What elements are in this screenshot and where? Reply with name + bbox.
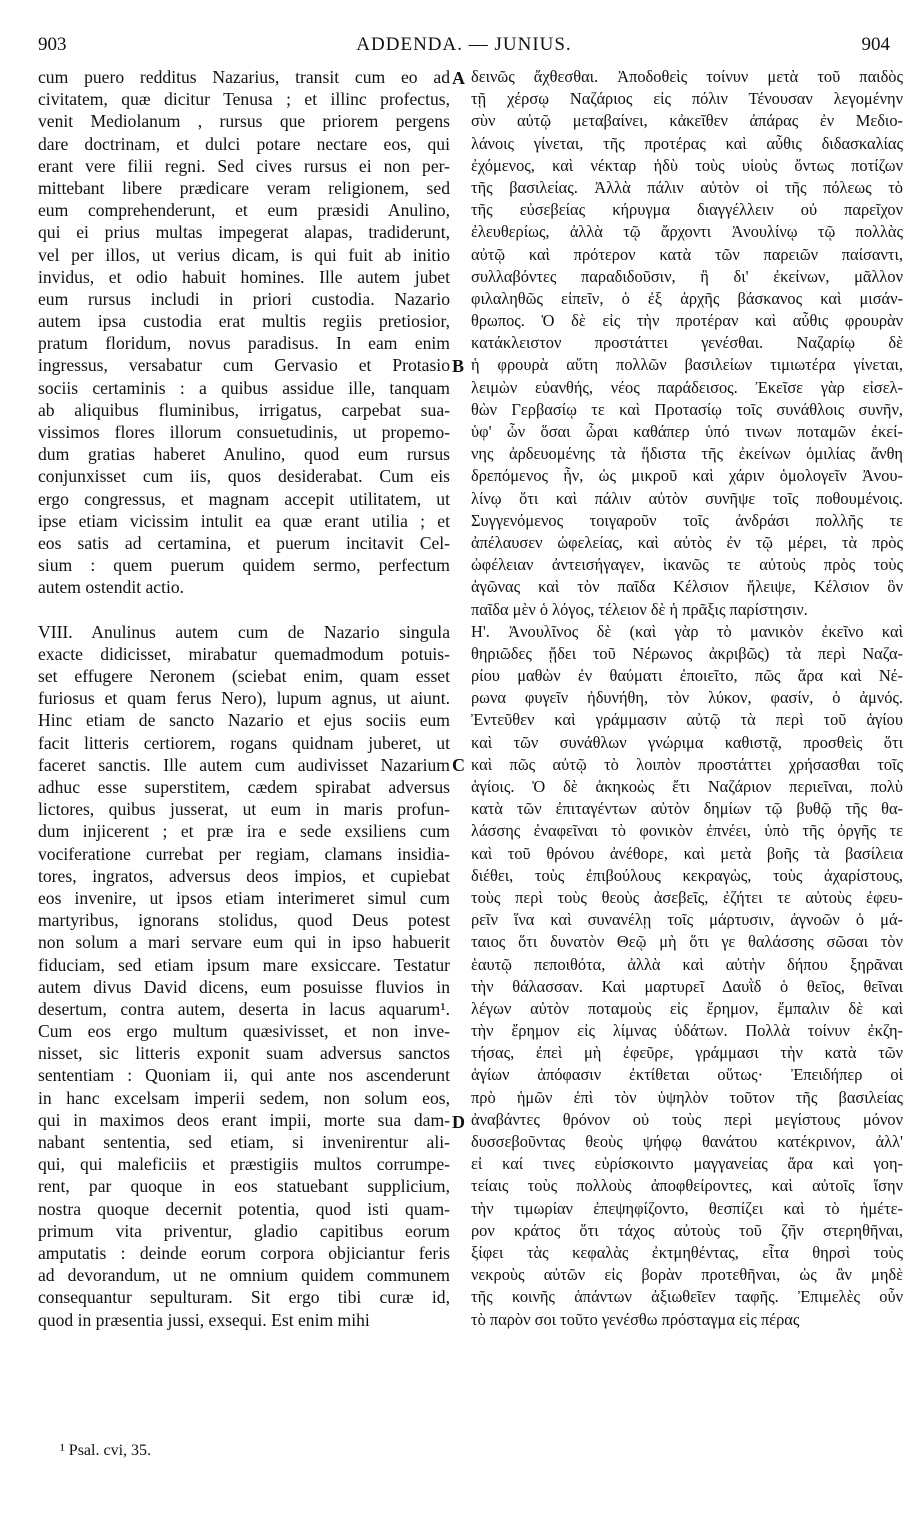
left-page-number: 903: [38, 34, 67, 55]
greek-text-line: τῇ χέρσῳ Ναζάριος εἰς πόλιν Τένουσαν λεγομένην: [471, 89, 903, 109]
latin-text-line: dare doctrinam, et dulci potare nectare eos, qui: [38, 133, 450, 154]
latin-text-line: ad devorandum, ut ne omnium quidem communem: [38, 1265, 450, 1286]
running-title: ADDENDA. — JUNIUS.: [356, 34, 572, 55]
footnote: ¹ Psal. cvi, 35.: [60, 1442, 152, 1459]
latin-text-line: sententiam : Quoniam ii, qui ante nos ascenderunt: [38, 1065, 450, 1086]
latin-text-line: eos satis ad certamina, et puerum incitavit Cel-: [38, 532, 450, 553]
greek-text-line: ἀγῶνας καὶ τὸν παῖδα Κέλσιον ἤλειψε, Κέλσιον ὃν: [471, 577, 903, 597]
latin-text-line: eum comprehenderunt, et eum præsidi Anulino,: [38, 200, 450, 221]
greek-text-line: τοὺς περὶ τοὺς θεοὺς ἀσεβεῖς, ἐζήτει τε αὐτοὺς ἐφευ-: [471, 887, 903, 907]
greek-text-line: τῆς κοινῆς ἁπάντων ἀξιωθεῖεν ταφῆς. Ἐπιμελὲς οὖν: [471, 1287, 903, 1307]
greek-text-line: τὸ παρὸν σοι τοῦτο γενέσθω πρόσταγμα εἰς πέρας: [471, 1309, 800, 1329]
latin-text-line: rent, par quoque in eos statuebant supplicium,: [38, 1176, 450, 1197]
greek-text-line: Η'. Ἀνουλῖνος δὲ (καὶ γὰρ τὸ μανικὸν ἐκεῖνο καὶ: [471, 621, 903, 641]
latin-text-line: civitatem, quæ dicitur Tenusa ; et illinc profectus,: [38, 89, 450, 110]
section-marker-b: B: [452, 356, 465, 376]
latin-text-line: dum gratias haberet Anulino, quod eum rursus: [38, 444, 450, 465]
greek-text-line: τήσας, ἐπεὶ μὴ ἐφεῦρε, γράμμασι τὴν κατὰ τῶν: [471, 1043, 903, 1063]
latin-text-line: eum rursus includi in priori custodia. Nazario: [38, 288, 450, 309]
latin-text-line: martyribus, ignorans stolidus, quod Deus potest: [38, 910, 450, 931]
latin-text-line: set effugere Neronem (sciebat enim, quam esset: [38, 666, 450, 687]
greek-text-line: ἀπέλαυσεν ὠφελείας, καὶ αὐτὸς ἐν τῷ μέρει, τὰ πρὸς: [471, 532, 903, 552]
section-marker-c: C: [452, 755, 465, 775]
greek-text-line: τὴν θάλασσαν. Καὶ μαρτυρεῖ Δαυῒδ ὁ θεῖος, θεῖναι: [471, 976, 903, 996]
greek-text-line: ρον κράτος ὅτι τάχος αὐτοὺς τοῦ ζῆν στερηθῆναι,: [471, 1220, 903, 1240]
latin-text-line: nisset, sic litteris exponit suam adversus sanctos: [38, 1043, 450, 1064]
latin-text-line: desertum, contra autem, deserta in lacus aquarum¹.: [38, 998, 450, 1019]
greek-text-line: Συγγενόμενος τοιγαροῦν τοῖς ἀνδράσι πολλῆς τε: [471, 510, 903, 530]
latin-text-line: vociferatione currebat per regiam, clamans insidia-: [38, 843, 450, 864]
greek-text-line: πρὸ ἡμῶν ἐπὶ τὸν ὑψηλὸν τοῦτον τῆς βασιλείας: [471, 1087, 903, 1107]
latin-text-line: vel per illos, ut verius dicam, is qui fuit ab initio: [38, 244, 450, 265]
latin-text-line: autem ipsa custodia erat multis regiis pretiosior,: [38, 311, 450, 332]
greek-text-line: ἡ φρουρὰ αὕτη πολλῶν βασιλείων τιμιωτέρα γίνεται,: [471, 355, 903, 375]
latin-text-line: faceret sanctis. Ille autem cum audivisset Nazarium: [38, 754, 450, 775]
greek-text-line: τῆς εὐσεβείας κήρυγμα διαγγέλλειν οὐ παρεῖχον: [471, 200, 903, 220]
greek-text-line: καὶ πῶς αὐτῷ τὸ λοιπὸν προστάττει χρήσασθαι τοῖς: [471, 754, 903, 774]
latin-text-line: non solum a mari servare eum qui in ipso habuerit: [38, 932, 450, 953]
latin-text-line: autem ostendit actio.: [38, 577, 185, 598]
greek-text-line: ρωνα φυγεῖν ἠδυνήθη, τὸν λύκον, φασίν, ὁ ἀμνός.: [471, 688, 903, 708]
latin-text-line: mittebant libere prædicare veram religionem, sed: [38, 177, 450, 198]
greek-text-line: θὼν Γερβασίῳ τε καὶ Προτασίῳ τοῖς συνάθλοις συνῆν,: [471, 399, 903, 419]
greek-text-line: δεινῶς ἄχθεσθαι. Ἀποδοθεὶς τοίνυν μετὰ τοῦ παιδὸς: [471, 67, 903, 86]
latin-text-line: ergo congressus, et magnam accepit utilitatem, ut: [38, 488, 450, 509]
latin-text-line: quod in præsentia jussi, exsequi. Est enim mihi: [38, 1309, 370, 1330]
running-header: [38, 34, 890, 60]
greek-text-line: τὴν ἔρημον εἰς λίμνας ὑδάτων. Πολλὰ τοίνυν ἐκζη-: [471, 1021, 903, 1041]
latin-text-line: consequantur sepulturam. Sit ergo tibi curæ id,: [38, 1287, 450, 1308]
greek-text-line: εἰ καί τινες εὑρίσκοιντο μαγγανείας ἄρα καὶ γοη-: [471, 1154, 903, 1174]
greek-text-line: παῖδα μὲν ὁ λόγος, τέλειον δὲ ἡ πρᾶξις παρίστησιν.: [471, 599, 808, 619]
greek-text-line: φιλαληθῶς εἰπεῖν, ὁ ἐξ ἀρχῆς βάσκανος καὶ μισάν-: [471, 288, 903, 308]
latin-text-line: tores, ingratos, adversus deos impios, et cupiebat: [38, 865, 450, 886]
greek-text-line: διέθει, τοὺς ἐπιβούλους κεκραγὼς, τοὺς ἀχαρίστους,: [471, 865, 903, 885]
latin-text-line: eos invenire, ut ipsos etiam interimeret simul cum: [38, 887, 450, 908]
greek-text-line: ἐλευθερίως, ἀλλὰ τῷ ἄρχοντι Ἀνουλίνῳ τῷ πολλὰς: [471, 222, 903, 242]
greek-text-line: ὠφέλειαν ἀντεισήγαγεν, ἱκανῶς τε αὐτοὺς πρὸς τοὺς: [471, 555, 903, 575]
latin-text-line: [38, 599, 450, 621]
section-marker-d: D: [452, 1112, 465, 1132]
latin-text-line: nabant sententia, sed etiam, si invenirentur ali-: [38, 1132, 450, 1152]
latin-text-line: fiduciam, sed etiam ipsum mare exsiccare. Testatur: [38, 954, 450, 975]
greek-text-line: καὶ τοῦ θρόνου ἀνέθορε, καὶ μετὰ βοῆς τὰ βασίλεια: [471, 843, 903, 863]
latin-text-line: VIII. Anulinus autem cum de Nazario singula: [38, 621, 450, 642]
greek-text-line: νεκροὺς αὐτῶν εἰς βορὰν προτεθῆναι, ὡς ἂν μηδὲ: [471, 1265, 903, 1285]
latin-text-line: sociis certaminis : a quibus assidue ille, tanquam: [38, 377, 450, 398]
greek-text-line: τῆς βασιλείας. Ἀλλὰ πάλιν αὐτὸν οἱ τῆς πόλεως τὸ: [471, 177, 903, 197]
greek-column: [471, 66, 903, 1331]
latin-column: [38, 66, 450, 1331]
latin-text-line: invidus, et odio habuit homines. Ille autem jubet: [38, 266, 450, 287]
greek-text-line: ξίφει τὰς κεφαλὰς ἐκτμηθέντας, εἶτα θηρσὶ τοὺς: [471, 1242, 903, 1262]
greek-text-line: ἑαυτῷ πεποιθότα, ἀλλὰ καὶ αὐτὴν δήπου ξηρᾶναι: [471, 954, 903, 974]
greek-text-line: κατὰ τῶν ἐπιταγέντων αὐτὸν δημίων τῷ βυθῷ τῆς θα-: [471, 799, 903, 819]
latin-text-line: amputatis : deinde eorum corpora objiciantur feris: [38, 1242, 450, 1263]
latin-text-line: qui ei prius multas impegerat alapas, tradiderunt,: [38, 222, 450, 243]
latin-text-line: ipse etiam vicissim intulit ea quæ erant utilia ; et: [38, 510, 450, 531]
greek-text-line: θρωπος. Ὁ δὲ εἰς τὴν προτέραν καὶ αὖθις φρουρὰν: [471, 311, 903, 331]
greek-text-line: ἀναβάντες θρόνον οὐ τοὺς περὶ μεγίστους μόνον: [471, 1109, 903, 1129]
latin-text-line: qui, qui maleficiis et præstigiis multos corrumpe-: [38, 1154, 450, 1175]
greek-text-line: ὑφ' ὧν ὅσαι ὧραι καθάπερ ὑπό τινων ποταμῶν ἐκεί-: [471, 422, 903, 441]
greek-text-line: σὺν αὐτῷ μεταβαίνει, κἀκεῖθεν ἀπάρας ἐν Μεδιο-: [471, 111, 903, 131]
latin-text-line: venit Mediolanum , rursus que priorem pergens: [38, 111, 450, 132]
latin-text-line: facit litteris certiorem, rogans quidnam juberet, ut: [38, 732, 450, 753]
latin-text-line: Hinc etiam de sancto Nazario et ejus sociis eum: [38, 710, 450, 731]
latin-text-line: autem divus David dicens, eum posuisse fluvios in: [38, 976, 450, 997]
greek-text-line: Ἐντεῦθεν καὶ γράμμασιν αὐτῷ τὰ περὶ τοῦ ἁγίου: [471, 710, 903, 730]
latin-text-line: in hanc excelsam imperii sedem, non solum eos,: [38, 1087, 450, 1108]
latin-text-line: dum injicerent ; et præ ira e sede exsiliens cum: [38, 821, 450, 842]
latin-text-line: qui in maximos deos erant impii, morte sua dam-: [38, 1109, 450, 1130]
greek-text-line: τείαις τοὺς πολλοὺς ἀποφθείροντες, καὶ αὐτοῖς ἴσην: [471, 1176, 903, 1196]
latin-text-line: pratum floridum, novus paradisus. In eam enim: [38, 333, 450, 354]
latin-text-line: Cum eos ergo multum quæsivisset, et non inve-: [38, 1021, 450, 1042]
latin-text-line: ingressus, versabatur cum Gervasio et Protasio: [38, 355, 450, 376]
greek-text-line: ἁγίοις. Ὁ δὲ ἀκηκοὼς ἔτι Ναζάριον περιεῖναι, πολὺ: [471, 777, 903, 796]
greek-text-line: νης ἀρδευομένης τὰ ἥδιστα τῆς ἐκείνων ὁμιλίας ἄνθη: [471, 444, 903, 464]
latin-text-line: cum puero redditus Nazarius, transit cum eo ad: [38, 67, 450, 87]
latin-text-line: furiosus et quam ferus Nero), lupum agnus, ut aiunt.: [38, 688, 450, 709]
latin-text-line: vissimos flores illorum consuetudinis, ut propemo-: [38, 422, 450, 442]
greek-text-line: λίνῳ ὅτι καὶ πάλιν αὐτὸν συνῆψε τοῖς ποθουμένοις.: [471, 488, 903, 508]
greek-text-line: λάσσης ἐναφεῖναι τὸ φονικὸν ἐπνέει, ὑπὸ τῆς ὀργῆς τε: [471, 821, 903, 841]
section-marker-a: A: [452, 68, 465, 88]
greek-text-line: ἁγίων ἀπόφασιν ἐκτίθεται οὕτως· Ἐπειδήπερ οἱ: [471, 1065, 903, 1085]
greek-text-line: ταιος ὅτι δυνατὸν Θεῷ μὴ ὅτι γε θαλάσσης σῶσαι τὸν: [471, 932, 903, 952]
greek-text-line: κατάκλειστον προστάττει γενέσθαι. Ναζαρίῳ δὲ: [471, 333, 903, 353]
greek-text-line: αὐτῷ καὶ πρότερον κατὰ τῶν παρειῶν παίσαντι,: [471, 244, 903, 264]
greek-text-line: ἐχόμενος, καὶ νέκταρ ἡδὺ τοὺς υἱοὺς ὄντως ποτίζων: [471, 155, 903, 175]
greek-text-line: ρίου μαθὼν ἐν θαύματι ἐποιεῖτο, πῶς ἄρα καὶ Νέ-: [471, 666, 903, 686]
greek-text-line: δρεπόμενος ἦν, ὡς μικροῦ καὶ χάριν ὁμολογεῖν Ἀνου-: [471, 466, 903, 486]
greek-text-line: λέγων αὐτὸν ποταμοὺς εἰς ἔρημον, ἔμπαλιν δὲ καὶ: [471, 998, 903, 1018]
greek-text-line: ρεῖν ἵνα καὶ συνανέλῃ τοῖς μάρτυσιν, ἀγνοῶν ὁ μά-: [471, 910, 903, 930]
latin-text-line: conjunxisset cum iis, quos desiderabat. Cum eis: [38, 466, 450, 487]
greek-text-line: συλλαβόντες παραδιδοῦσιν, ἢ δι' ἐκείνων, μᾶλλον: [471, 266, 903, 286]
greek-text-line: λειμὼν εὐανθής, νέος παράδεισος. Ἐκεῖσε γὰρ εἰσελ-: [471, 377, 903, 397]
latin-text-line: erant vere filii regni. Sed cives rursus ei non per-: [38, 155, 450, 176]
greek-text-line: δυσσεβοῦντας θεοὺς ψήφῳ θανάτου κατέκρινον, ἀλλ': [471, 1132, 903, 1151]
latin-text-line: adhuc esse superstitem, cædem spirabat adversus: [38, 777, 450, 797]
greek-text-line: λάνοις γίνεται, τῆς προτέρας καὶ αὖθις διδασκαλίας: [471, 133, 903, 153]
latin-text-line: nostra quoque decernit potentia, quod isti quam-: [38, 1198, 450, 1219]
latin-text-line: ab aliquibus fluminibus, irrigatus, carpebat sua-: [38, 399, 450, 420]
greek-text-line: θηριῶδες ᾔδει τοῦ Νέρωνος ἀκριβῶς) τὰ περὶ Ναζα-: [471, 643, 903, 663]
latin-text-line: primum vita priventur, gladio capitibus eorum: [38, 1220, 450, 1241]
latin-text-line: sium : quem puerum quidem sermo, perfectum: [38, 555, 450, 576]
latin-text-line: exacte didicisset, mirabatur quemadmodum potuis-: [38, 643, 450, 664]
greek-text-line: καὶ τῶν συνάθλων γνώριμα καθιστᾷ, προσθεὶς ὅτι: [471, 732, 903, 752]
right-page-number: 904: [861, 34, 890, 55]
latin-text-line: lictores, quibus jusserat, ut eum in maris profun-: [38, 799, 450, 820]
greek-text-line: τὴν τιμωρίαν ἐπεψηφίζοντο, θεσπίζει καὶ τὸ ἡμέτε-: [471, 1198, 903, 1218]
